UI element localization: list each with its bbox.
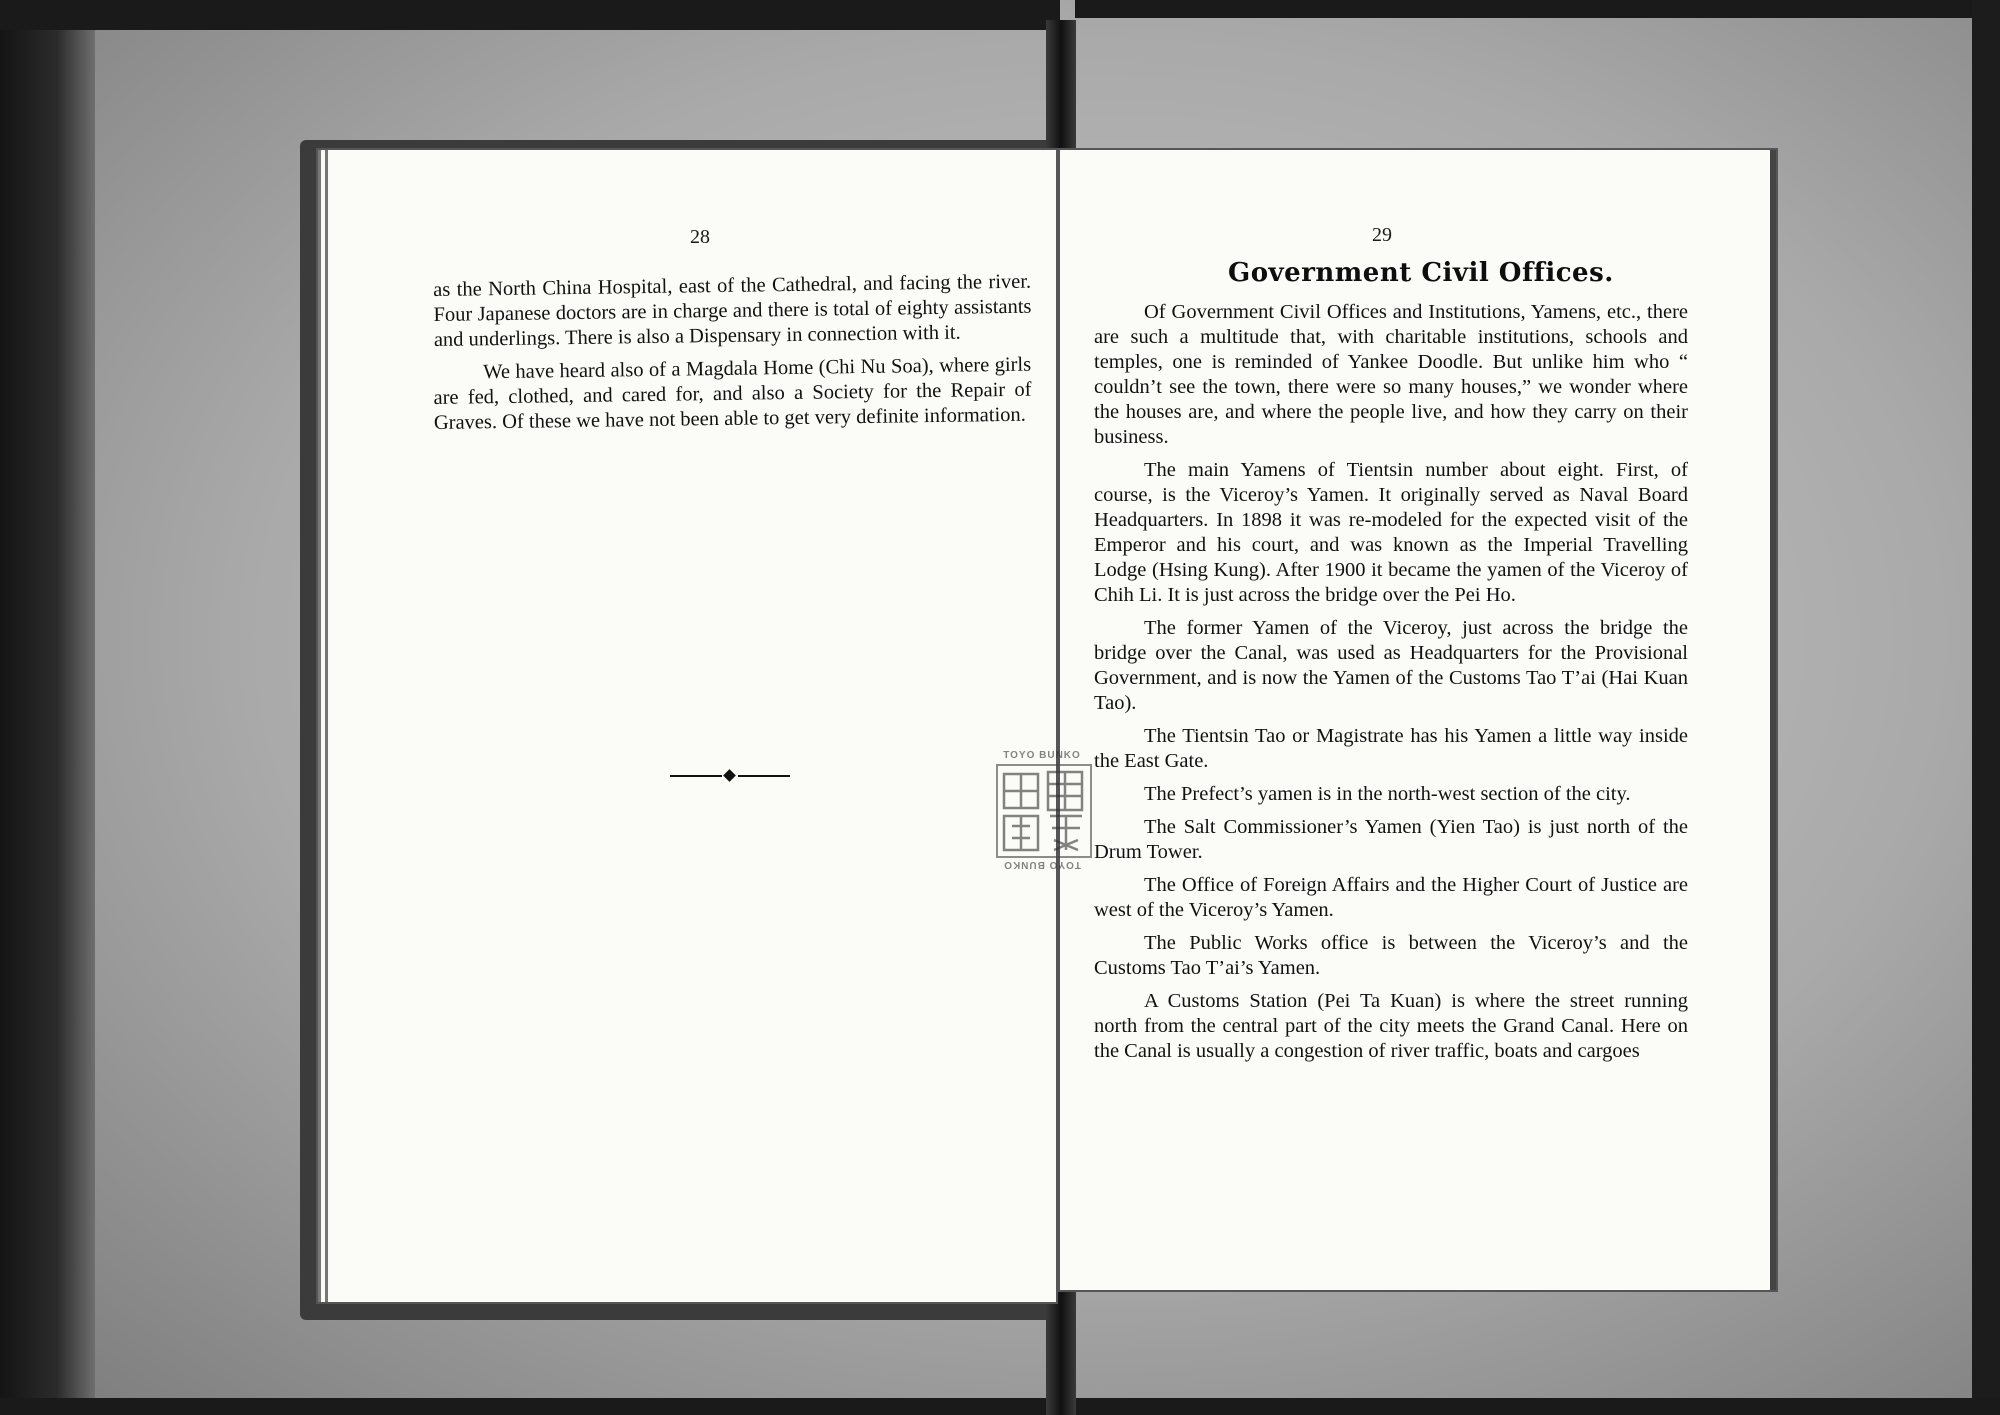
- paragraph: The Office of Foreign Affairs and the Higher Court of Justice are west of the Viceroy’s Yamen.: [1094, 874, 1688, 921]
- paragraph: The Prefect’s yamen is in the north-west section of the city.: [1144, 783, 1631, 805]
- paragraph: The Tientsin Tao or Magistrate has his Yamen a little way inside the East Gate.: [1094, 725, 1688, 772]
- chapter-heading: Government Civil Offices.: [1228, 258, 1614, 288]
- right-page-text: [1094, 300, 1688, 1072]
- paragraph: The former Yamen of the Viceroy, just across the bridge the bridge over the Canal, was used as Headquarters for the Provisional Government, and is now the Yamen of the Customs Tao T’ai (Hai Kuan Tao).: [1094, 617, 1688, 714]
- scan-right-edge: [1972, 0, 2000, 1415]
- stamp-top-text: TOYO BUNKO: [1003, 750, 1081, 761]
- ornament-diamond-icon: [723, 769, 736, 782]
- paragraph: We have heard also of a Magdala Home (Chi Nu Soa), where girls are fed, clothed, and cared for, and also a Society for the Repair of Graves. Of these we have not been able to get very definite information.: [433, 353, 1032, 434]
- paragraph: The Salt Commissioner’s Yamen (Yien Tao) is just north of the Drum Tower.: [1094, 816, 1688, 863]
- paragraph: The main Yamens of Tientsin number about eight. First, of course, is the Viceroy’s Yamen. It originally served as Naval Board Headquarters. In 1898 it was re-modeled for the expected visit of the Emperor and his court, and was known as the Imperial Travelling Lodge (Hsing Kung). After 1900 it became the yamen of the Viceroy of Chih Li. It is just across the bridge over the Pei Ho.: [1094, 459, 1688, 606]
- left-page-text: [433, 270, 1032, 444]
- stamp-seal-icon: [996, 764, 1092, 858]
- library-stamp: [986, 750, 1098, 870]
- scan-top-edge-right: [1075, 0, 2000, 18]
- right-page: [1060, 150, 1776, 1290]
- page-number-left: 28: [690, 226, 710, 248]
- section-end-ornament: [670, 770, 790, 782]
- page-number-right: 29: [1372, 224, 1392, 246]
- stamp-bottom-text: TOYO BUNKO: [1003, 859, 1081, 870]
- seal-glyphs-icon: [998, 766, 1090, 856]
- paragraph: as the North China Hospital, east of the Cathedral, and facing the river. Four Japanese doctors are in charge and there is total of eighty assistants and underlings. There is also a Dispensary in connection with it.: [433, 270, 1032, 351]
- scan-top-edge-left: [0, 0, 1060, 30]
- ornament-line: [670, 775, 722, 777]
- paragraph: A Customs Station (Pei Ta Kuan) is where the street running north from the central part of the city meets the Grand Canal. Here on the Canal is usually a congestion of river traffic, boats and cargoes: [1094, 990, 1688, 1062]
- paragraph: The Public Works office is between the Viceroy’s and the Customs Tao T’ai’s Yamen.: [1094, 932, 1688, 979]
- scan-bottom-edge: [0, 1398, 2000, 1415]
- left-page: [318, 150, 1056, 1302]
- scan-left-edge: [0, 0, 95, 1415]
- ornament-line: [738, 775, 790, 777]
- paragraph: Of Government Civil Offices and Institutions, Yamens, etc., there are such a multitude that, with charitable institutions, schools and temples, one is reminded of Yankee Doodle. But unlike him who “ couldn’t see the town, there were so many houses,” we wonder where the houses are, and where the people live, and how they carry on their business.: [1094, 301, 1688, 448]
